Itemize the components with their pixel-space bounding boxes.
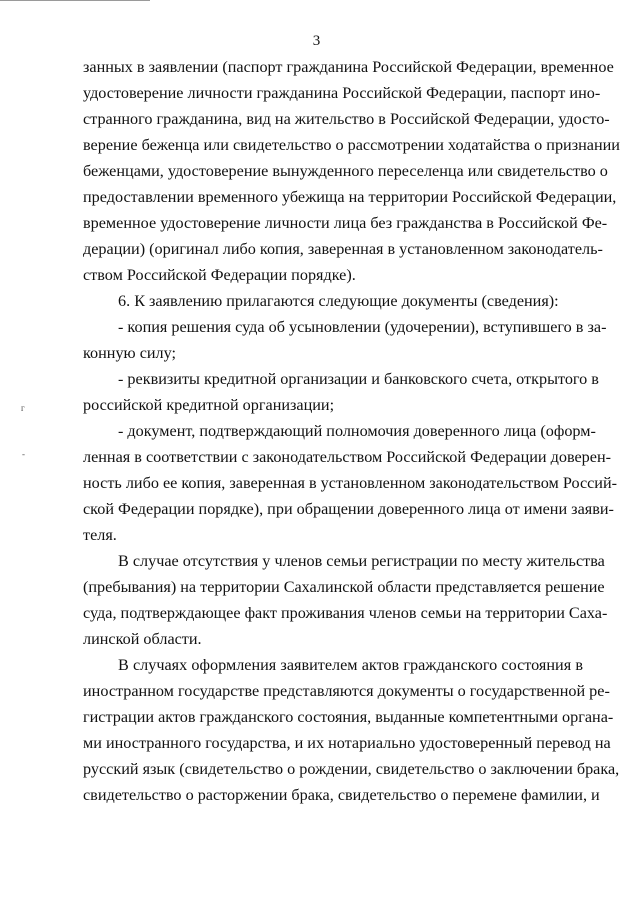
margin-mark: - [22, 449, 25, 459]
text-line: ленная в соответствии с законодательством Российской Федерации доверен- [83, 448, 612, 466]
text-line: теля. [83, 526, 117, 544]
text-line: гистрации актов гражданского состояния, выданные компетентными органа- [83, 708, 614, 726]
text-line: иностранном государстве представляются документы о государственной ре- [83, 682, 610, 700]
page-number: 3 [312, 33, 321, 49]
text-line: 6. К заявлению прилагаются следующие документы (сведения): [118, 292, 559, 310]
text-line: В случаях оформления заявителем актов гражданского состояния в [118, 656, 583, 674]
text-line: суда, подтверждающее факт проживания членов семьи на территории Саха- [83, 604, 608, 622]
text-line: - реквизиты кредитной организации и банковского счета, открытого в [118, 370, 599, 388]
text-line: линской области. [83, 630, 202, 648]
text-line: верение беженца или свидетельство о рассмотрении ходатайства о признании [83, 136, 620, 154]
text-line: - копия решения суда об усыновлении (удочерении), вступившего в за- [118, 318, 607, 336]
text-line: временное удостоверение личности лица без гражданства в Российской Фе- [83, 214, 608, 232]
text-line: российской кредитной организации; [83, 396, 335, 414]
text-line: ской Федерации порядке), при обращении доверенного лица от имени заяви- [83, 500, 614, 518]
text-line: русский язык (свидетельство о рождении, свидетельство о заключении брака, [83, 760, 620, 778]
text-line: удостоверение личности гражданина Российской Федерации, паспорт ино- [83, 84, 601, 102]
text-line: дерации) (оригинал либо копия, заверенная в установленном законодатель- [83, 240, 603, 258]
text-line: (пребывания) на территории Сахалинской области представляется решение [83, 578, 605, 596]
text-line: - документ, подтверждающий полномочия доверенного лица (оформ- [118, 422, 596, 440]
text-line: конную силу; [83, 344, 176, 362]
text-line: странного гражданина, вид на жительство в Российской Федерации, удосто- [83, 110, 610, 128]
top-edge-line [0, 0, 150, 1]
text-line: В случае отсутствия у членов семьи регистрации по месту жительства [118, 552, 605, 570]
text-line: ми иностранного государства, и их нотариально удостоверенный перевод на [83, 734, 611, 752]
margin-mark: г [21, 403, 25, 413]
text-line: свидетельство о расторжении брака, свидетельство о перемене фамилии, и [83, 786, 600, 804]
text-line: предоставлении временного убежища на территории Российской Федерации, [83, 188, 617, 206]
text-line: занных в заявлении (паспорт гражданина Российской Федерации, временное [83, 58, 614, 76]
text-line: ством Российской Федерации порядке). [83, 266, 356, 284]
text-line: ность либо ее копия, заверенная в установленном законодательством Россий- [83, 474, 618, 492]
text-line: беженцами, удостоверение вынужденного переселенца или свидетельство о [83, 162, 608, 180]
